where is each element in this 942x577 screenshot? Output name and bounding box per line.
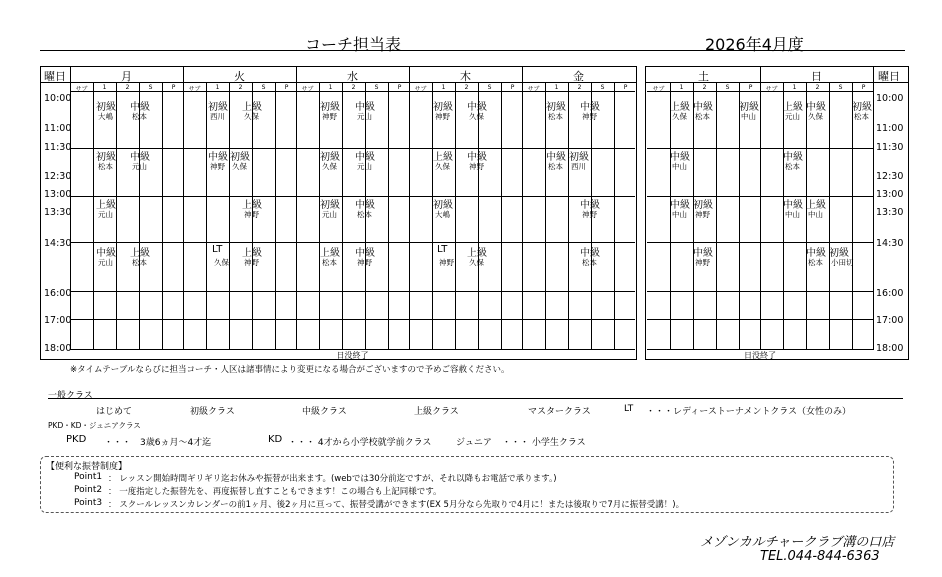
sub-col-line (116, 82, 117, 349)
class-grade: 上級 (130, 248, 150, 259)
column-header: サブ (414, 86, 427, 93)
class-grade: 中級 (693, 248, 713, 259)
class-grade: 初級 (433, 102, 453, 113)
class-grade: 中級 (355, 152, 375, 163)
coach-name: 元山 (322, 210, 337, 219)
coach-name: 中山 (785, 210, 800, 219)
column-header: S (838, 84, 843, 91)
sub-col-line (319, 82, 320, 349)
class-grade: 初級 (320, 102, 340, 113)
sub-col-line (342, 82, 343, 349)
class-junior-desc: ・・・ 小学生クラス (502, 438, 586, 448)
coach-name: 神野 (439, 258, 454, 267)
class-grade: 初級 (739, 102, 759, 113)
class-grade: 中級 (783, 200, 803, 211)
coach-name: 小田切 (831, 258, 854, 267)
coach-name: 久保 (808, 112, 823, 121)
coach-name: 神野 (357, 258, 372, 267)
coach-name: 久保 (469, 258, 484, 267)
column-header: S (148, 84, 153, 91)
class-grade: 上級 (783, 102, 803, 113)
column-header: S (261, 84, 266, 91)
coach-name: 神野 (695, 210, 710, 219)
class-grade: 初級 (829, 248, 849, 259)
day-col-line (873, 66, 874, 350)
coach-name: 中山 (741, 112, 756, 121)
coach-name: 久保 (232, 162, 247, 171)
column-header: 1 (102, 84, 107, 91)
time-label-left: 14:30 (44, 238, 72, 249)
column-header: P (861, 84, 866, 91)
coach-name: 元山 (357, 162, 372, 171)
coach-name: 松本 (785, 162, 800, 171)
class-jokyu: 上級クラス (414, 407, 459, 417)
time-label-right: 17:00 (876, 315, 904, 326)
sub-col-line (670, 82, 671, 349)
day-col-line (296, 66, 297, 350)
coach-name: 神野 (322, 112, 337, 121)
class-kd-code: KD (268, 434, 283, 445)
column-header: 2 (577, 84, 582, 91)
sub-col-line (229, 82, 230, 349)
coach-name: 神野 (582, 210, 597, 219)
coach-name: 久保 (322, 162, 337, 171)
class-grade: 初級 (852, 102, 872, 113)
time-label-left: 18:00 (44, 343, 72, 354)
column-header: 1 (328, 84, 333, 91)
coach-name: 松本 (322, 258, 337, 267)
sub-col-line (852, 82, 853, 349)
day-col-line (760, 66, 761, 350)
sunset-end-weekend: 日没終了 (744, 351, 776, 360)
class-grade: LT (212, 244, 223, 255)
column-header: 2 (125, 84, 130, 91)
column-header: P (623, 84, 628, 91)
sub-col-line (93, 82, 94, 349)
weekday-label-right: 曜日 (878, 70, 900, 83)
sub-col-line (614, 82, 615, 349)
class-shokyu: 初級クラス (190, 407, 235, 417)
period-label: 2026年4月度 (705, 35, 804, 54)
time-row-line (70, 196, 635, 197)
class-grade: 中級 (670, 152, 690, 163)
sub-col-line (162, 82, 163, 349)
time-label-left: 13:00 (44, 189, 72, 200)
column-header: 2 (815, 84, 820, 91)
time-row-line (70, 291, 635, 292)
column-header: P (284, 84, 289, 91)
class-grade: 中級 (670, 200, 690, 211)
class-grade: 中級 (580, 102, 600, 113)
class-grade: 中級 (355, 102, 375, 113)
point1-text: ： レッスン開始時間ギリギリ迄お休みや振替が出来ます。(webでは30分前迄ですが、それ以降もお電話で承ります。) (108, 474, 557, 484)
column-header: サブ (652, 86, 665, 93)
coach-name: 元山 (357, 112, 372, 121)
column-header: S (487, 84, 492, 91)
sub-col-line (206, 82, 207, 349)
sub-col-line (275, 82, 276, 349)
time-row-line (70, 242, 635, 243)
time-label-right: 14:30 (876, 238, 904, 249)
class-grade: 初級 (96, 102, 116, 113)
column-header: 2 (238, 84, 243, 91)
class-grade: 初級 (569, 152, 589, 163)
class-grade: 初級 (433, 200, 453, 211)
time-label-right: 11:30 (876, 142, 904, 153)
class-grade: 中級 (580, 200, 600, 211)
time-label-left: 13:30 (44, 207, 72, 218)
class-grade: 中級 (130, 102, 150, 113)
sub-col-line (501, 82, 502, 349)
class-grade: 初級 (320, 200, 340, 211)
time-label-left: 11:00 (44, 123, 72, 134)
time-label-right: 12:30 (876, 171, 904, 182)
class-grade: 初級 (96, 152, 116, 163)
time-label-left: 12:30 (44, 171, 72, 182)
coach-name: 松本 (132, 258, 147, 267)
point3-text: ： スクールレッスンカレンダーの前1ヶ月、後2ヶ月に亘って、振替受講ができます(EX 5月分なら先取りで4月に！または後取りで7月に振替受講！)。 (108, 500, 685, 510)
coach-name: 神野 (244, 210, 259, 219)
time-label-right: 10:00 (876, 93, 904, 104)
class-grade: 上級 (242, 102, 262, 113)
coach-name: 神野 (435, 112, 450, 121)
coach-name: 松本 (854, 112, 869, 121)
column-header: サブ (527, 86, 540, 93)
class-grade: LT (437, 244, 448, 255)
column-header: S (374, 84, 379, 91)
coach-name: 元山 (98, 258, 113, 267)
page-title: コーチ担当表 (305, 35, 402, 54)
class-grade: 中級 (355, 248, 375, 259)
class-grade: 中級 (208, 152, 228, 163)
transfer-title: 【便利な振替制度】 (46, 462, 128, 472)
day-thu: 木 (460, 70, 471, 83)
day-col-line (183, 66, 184, 350)
point2-label: Point2 (74, 485, 103, 495)
class-pkd-desc: ・・・ 3歳6ヵ月～4才迄 (104, 438, 212, 448)
day-col-line (522, 66, 523, 350)
coach-name: 中山 (672, 162, 687, 171)
class-grade: 上級 (320, 248, 340, 259)
column-header: サブ (75, 86, 88, 93)
class-grade: 中級 (130, 152, 150, 163)
column-header: 1 (792, 84, 797, 91)
time-label-right: 18:00 (876, 343, 904, 354)
sub-col-line (568, 82, 569, 349)
day-fri: 金 (573, 70, 584, 83)
coach-name: 久保 (672, 112, 687, 121)
class-grade: 中級 (806, 248, 826, 259)
column-header: 1 (554, 84, 559, 91)
day-sat: 土 (698, 70, 709, 83)
column-header: 1 (441, 84, 446, 91)
class-grade: 上級 (242, 248, 262, 259)
time-label-right: 13:30 (876, 207, 904, 218)
coach-name: 西川 (210, 112, 225, 121)
coach-name: 元山 (98, 210, 113, 219)
class-grade: 初級 (230, 152, 250, 163)
class-lt-desc: ・・・レディーストーナメントクラス（女性のみ） (646, 407, 852, 417)
class-grade: 中級 (467, 152, 487, 163)
kids-class-title: PKD・KD・ジュニアクラス (48, 421, 141, 430)
class-grade: 中級 (96, 248, 116, 259)
sub-col-line (693, 82, 694, 349)
time-label-left: 17:00 (44, 315, 72, 326)
column-header: P (171, 84, 176, 91)
coach-name: 大嶋 (98, 112, 113, 121)
column-header: S (725, 84, 730, 91)
sub-col-line (455, 82, 456, 349)
general-class-title: 一般クラス (48, 391, 93, 401)
coach-name: 久保 (435, 162, 450, 171)
class-hajimete: はじめて (96, 407, 133, 417)
class-grade: 上級 (806, 200, 826, 211)
class-grade: 中級 (580, 248, 600, 259)
coach-name: 松本 (357, 210, 372, 219)
class-grade: 上級 (242, 200, 262, 211)
sub-col-line (432, 82, 433, 349)
class-kd-desc: ・・・ 4才から小学校就学前クラス (288, 438, 432, 448)
time-label-left: 16:00 (44, 288, 72, 299)
coach-name: 松本 (548, 162, 563, 171)
coach-name: 松本 (132, 112, 147, 121)
class-lt-code: LT (624, 404, 634, 414)
sub-col-line (806, 82, 807, 349)
column-header: サブ (188, 86, 201, 93)
column-header: P (397, 84, 402, 91)
shop-tel: TEL.044-844-6363 (760, 549, 880, 564)
coach-name: 松本 (582, 258, 597, 267)
coach-name: 神野 (695, 258, 710, 267)
subheader-row-line (70, 91, 635, 92)
point2-text: ： 一度指定した振替先を、再度振替し直すこともできます！この場合も上記同様です。 (108, 487, 442, 497)
coach-name: 神野 (469, 162, 484, 171)
class-chukyu: 中級クラス (302, 407, 347, 417)
day-tue: 火 (234, 70, 245, 83)
coach-name: 久保 (244, 112, 259, 121)
class-junior-code: ジュニア (456, 438, 492, 448)
class-grade: 初級 (320, 152, 340, 163)
coach-name: 中山 (672, 210, 687, 219)
class-grade: 初級 (208, 102, 228, 113)
class-grade: 初級 (546, 102, 566, 113)
class-grade: 上級 (670, 102, 690, 113)
coach-name: 松本 (548, 112, 563, 121)
time-label-right: 16:00 (876, 288, 904, 299)
sub-col-line (478, 82, 479, 349)
time-row-line (70, 319, 635, 320)
coach-name: 松本 (98, 162, 113, 171)
coach-name: 神野 (244, 258, 259, 267)
point3-label: Point3 (74, 498, 103, 508)
sub-col-line (739, 82, 740, 349)
day-col-line (409, 66, 410, 350)
shop-name: メゾンカルチャークラブ溝の口店 (700, 535, 895, 550)
class-grade: 上級 (433, 152, 453, 163)
time-label-right: 13:00 (876, 189, 904, 200)
coach-name: 松本 (695, 112, 710, 121)
column-header: サブ (301, 86, 314, 93)
column-header: P (510, 84, 515, 91)
notice-text: ※タイムテーブルならびに担当コーチ・人区は諸事情により変更になる場合がございますので予めご容赦ください。 (70, 365, 510, 375)
class-grade: 中級 (693, 102, 713, 113)
sunset-end-weekday: 日没終了 (336, 351, 369, 360)
day-mon: 月 (121, 70, 132, 83)
class-pkd-code: PKD (66, 434, 87, 445)
column-header: 1 (215, 84, 220, 91)
coach-name: 西川 (571, 162, 586, 171)
class-grade: 中級 (467, 102, 487, 113)
coach-name: 中山 (808, 210, 823, 219)
column-header: 1 (679, 84, 684, 91)
class-grade: 中級 (783, 152, 803, 163)
time-label-right: 11:00 (876, 123, 904, 134)
legend-divider (48, 398, 903, 399)
column-header: 2 (351, 84, 356, 91)
class-grade: 初級 (693, 200, 713, 211)
class-grade: 上級 (467, 248, 487, 259)
column-header: S (600, 84, 605, 91)
class-grade: 上級 (96, 200, 116, 211)
time-label-left: 10:00 (44, 93, 72, 104)
coach-name: 元山 (785, 112, 800, 121)
column-header: P (748, 84, 753, 91)
coach-name: 大嶋 (435, 210, 450, 219)
column-header: サブ (765, 86, 778, 93)
sub-col-line (829, 82, 830, 349)
day-sun: 日 (811, 70, 822, 83)
coach-name: 元山 (132, 162, 147, 171)
coach-name: 神野 (210, 162, 225, 171)
sub-col-line (139, 82, 140, 349)
time-label-left: 11:30 (44, 142, 72, 153)
sub-col-line (783, 82, 784, 349)
day-wed: 水 (347, 70, 358, 83)
class-master: マスタークラス (528, 407, 591, 417)
sub-col-line (545, 82, 546, 349)
sub-col-line (716, 82, 717, 349)
coach-name: 神野 (582, 112, 597, 121)
class-grade: 中級 (355, 200, 375, 211)
column-header: 2 (702, 84, 707, 91)
weekday-label-left: 曜日 (44, 70, 66, 83)
sub-col-line (388, 82, 389, 349)
coach-name: 久保 (214, 258, 229, 267)
coach-name: 久保 (469, 112, 484, 121)
class-grade: 中級 (806, 102, 826, 113)
coach-name: 松本 (808, 258, 823, 267)
column-header: 2 (464, 84, 469, 91)
class-grade: 中級 (546, 152, 566, 163)
point1-label: Point1 (74, 472, 103, 482)
